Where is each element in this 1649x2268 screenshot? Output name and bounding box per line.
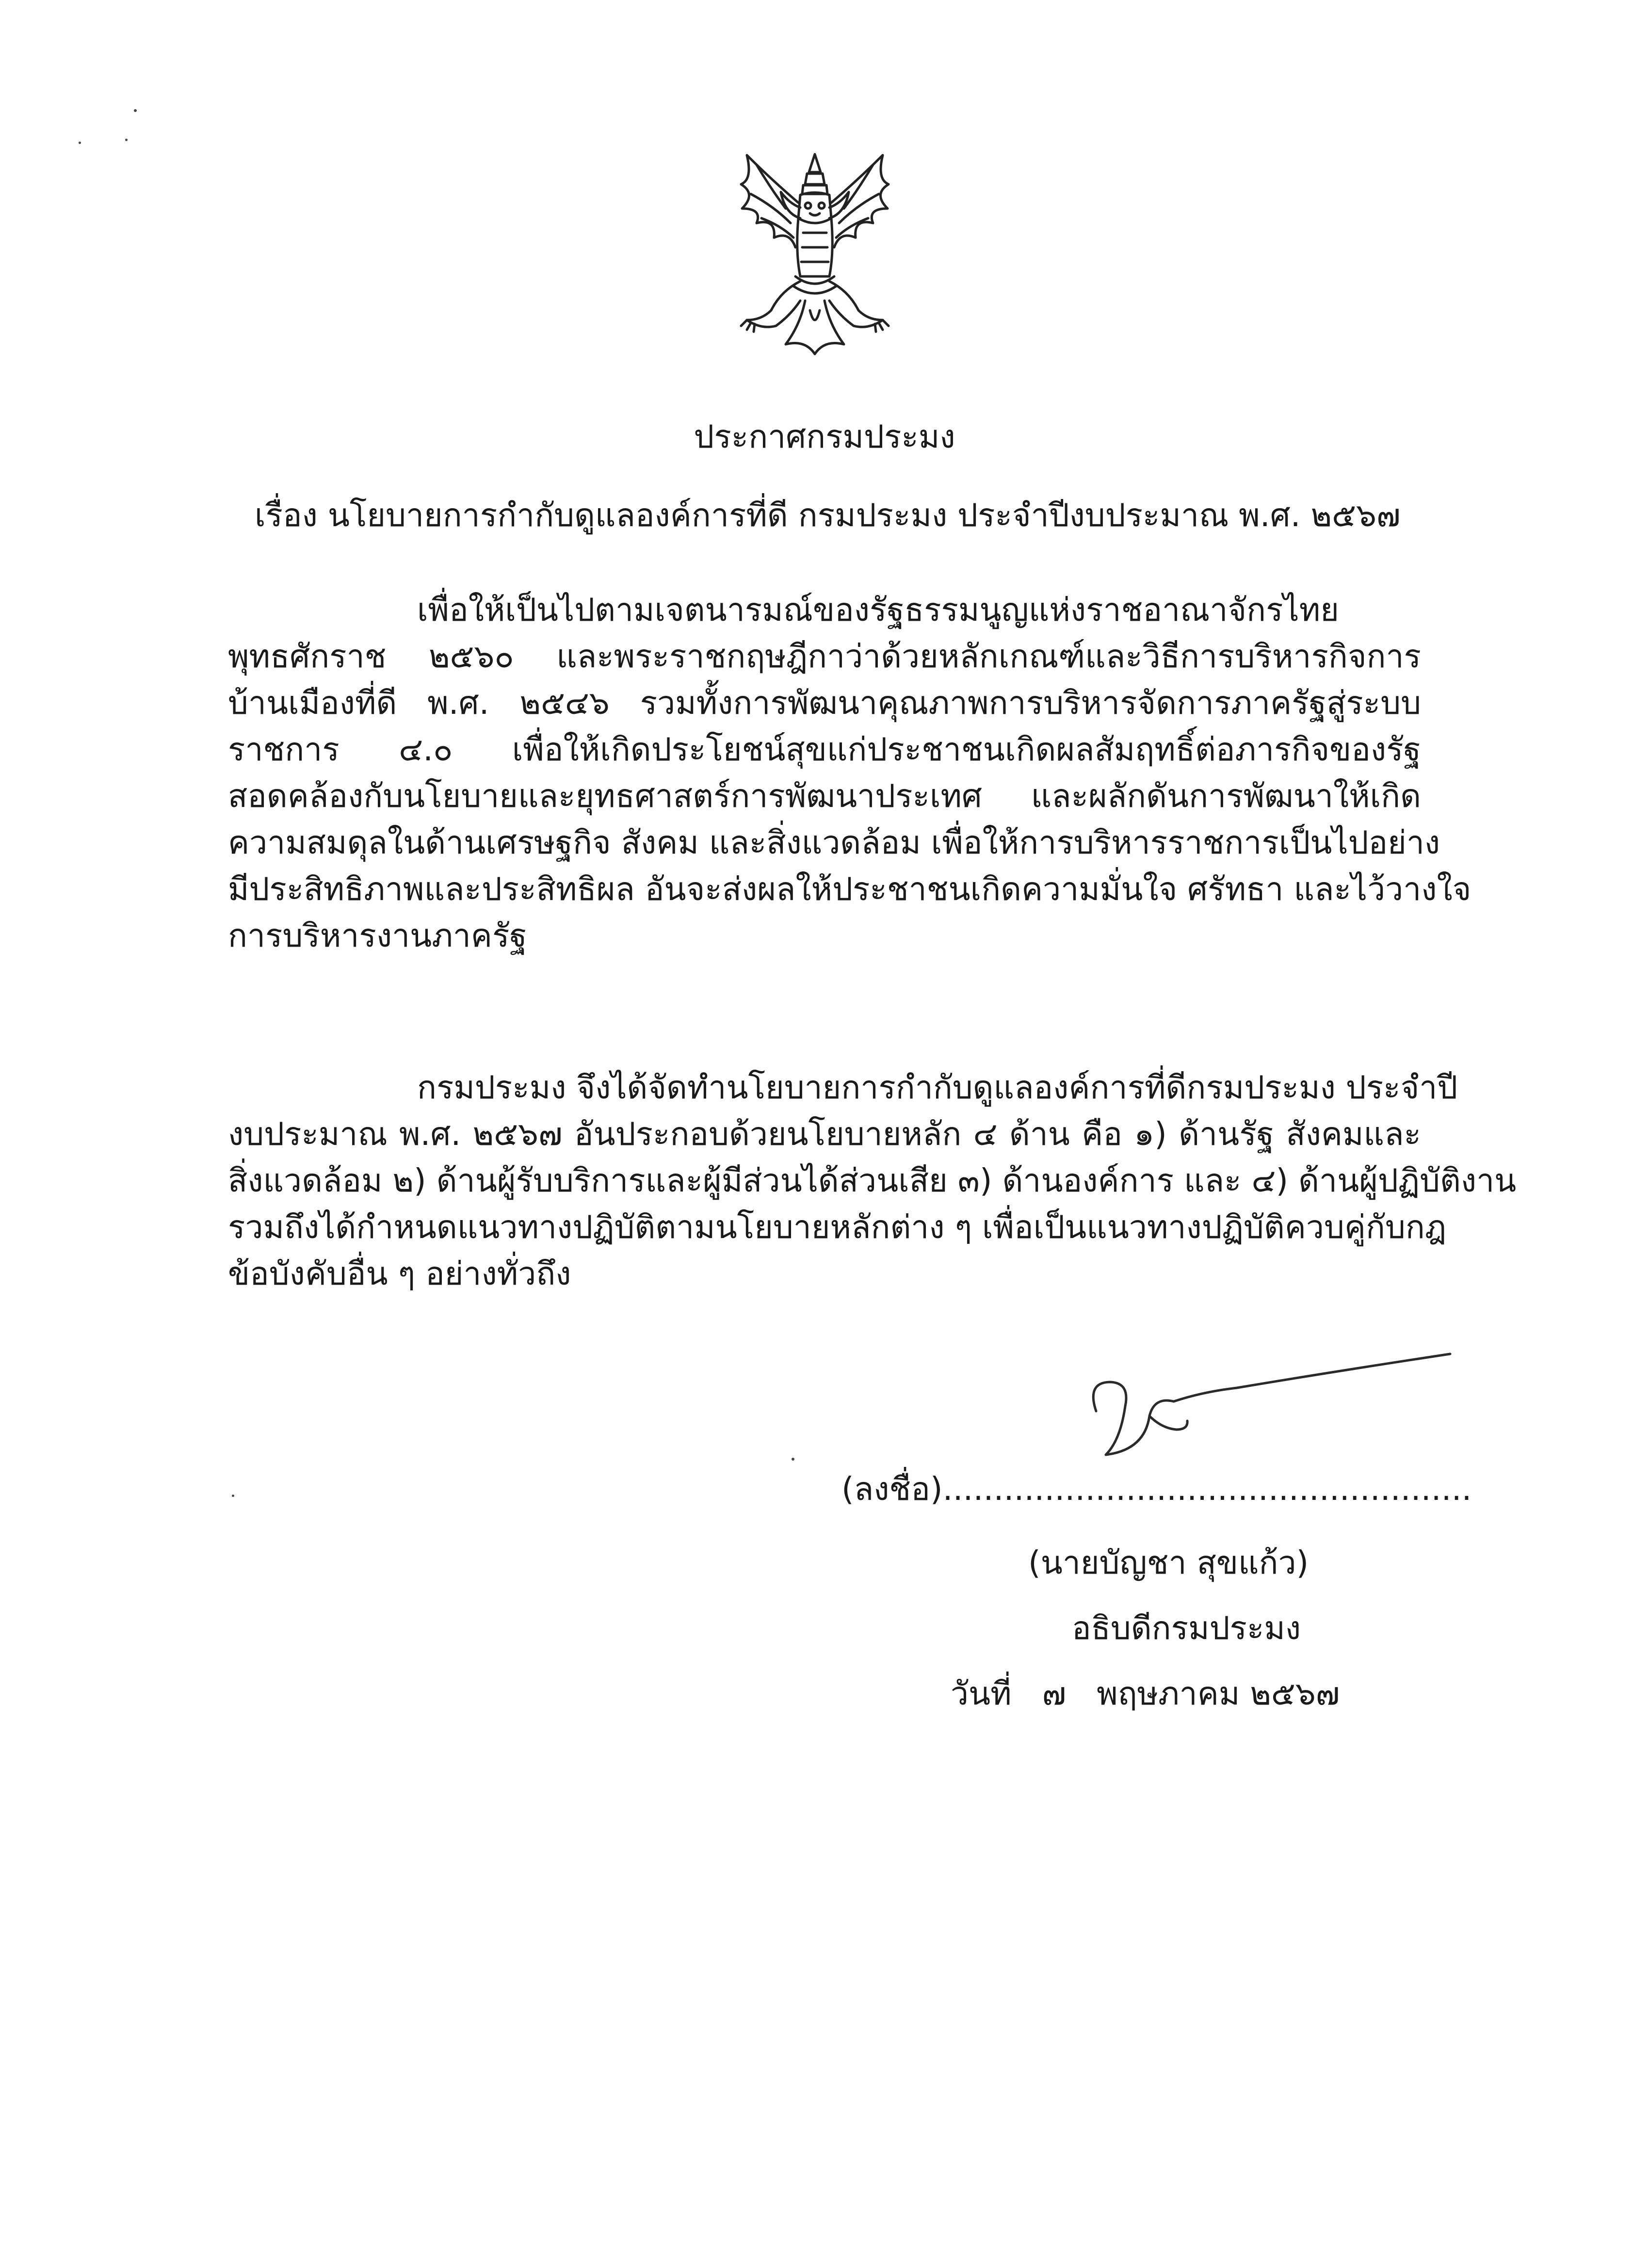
paragraph-line: มีประสิทธิภาพและประสิทธิผล อันจะส่งผลให้ประชาชนเกิดความมั่นใจ ศรัทธา และไว้วางใจ <box>228 870 1471 908</box>
document-title: ประกาศกรมประมง <box>694 418 955 455</box>
scan-speck <box>792 1458 794 1461</box>
handwritten-signature <box>1077 1343 1455 1479</box>
garuda-emblem-icon <box>728 145 902 359</box>
paragraph-line: บ้านเมืองที่ดี พ.ศ. ๒๕๔๖ รวมทั้งการพัฒนาคุณภาพการบริหารจัดการภาครัฐสู่ระบบ <box>228 684 1421 722</box>
document-subject: เรื่อง นโยบายการกำกับดูแลองค์การที่ดี กรมประมง ประจำปีงบประมาณ พ.ศ. ๒๕๖๗ <box>255 497 1401 534</box>
signature-label: (ลงชื่อ).................................................... <box>841 1470 1472 1508</box>
paragraph-line: เพื่อให้เป็นไปตามเจตนารมณ์ของรัฐธรรมนูญแห่งราชอาณาจักรไทย <box>417 591 1339 628</box>
signer-position: อธิบดีกรมประมง <box>1072 1609 1301 1647</box>
paragraph-line: ความสมดุลในด้านเศรษฐกิจ สังคม และสิ่งแวดล้อม เพื่อให้การบริหารราชการเป็นไปอย่าง <box>228 824 1440 861</box>
body-paragraph-1 <box>228 587 1471 959</box>
paragraph-line: ราชการ ๔.๐ เพื่อให้เกิดประโยชน์สุขแก่ประชาชนเกิดผลสัมฤทธิ์ต่อภารกิจของรัฐ <box>228 731 1421 768</box>
scan-speck <box>134 109 137 112</box>
body-paragraph-2 <box>228 1064 1517 1297</box>
scan-speck <box>79 142 81 144</box>
paragraph-line: กรมประมง จึงได้จัดทำนโยบายการกำกับดูแลองค์การที่ดีกรมประมง ประจำปี <box>417 1069 1458 1106</box>
document-date: วันที่ ๗ พฤษภาคม ๒๕๖๗ <box>951 1675 1340 1712</box>
paragraph-line: สิ่งแวดล้อม ๒) ด้านผู้รับบริการและผู้มีส่วนได้ส่วนเสีย ๓) ด้านองค์การ และ ๔) ด้านผู้ปฏิบัติงาน <box>228 1162 1517 1199</box>
paragraph-line: ข้อบังคับอื่น ๆ อย่างทั่วถึง <box>228 1255 571 1292</box>
scan-speck <box>125 139 128 141</box>
paragraph-line: งบประมาณ พ.ศ. ๒๕๖๗ อันประกอบด้วยนโยบายหลัก ๔ ด้าน คือ ๑) ด้านรัฐ สังคมและ <box>228 1115 1421 1153</box>
paragraph-line: สอดคล้องกับนโยบายและยุทธศาสตร์การพัฒนาประเทศ และผลักดันการพัฒนาให้เกิด <box>228 777 1421 815</box>
paragraph-line: รวมถึงได้กำหนดแนวทางปฏิบัติตามนโยบายหลักต่าง ๆ เพื่อเป็นแนวทางปฏิบัติควบคู่กับกฎ <box>228 1208 1447 1246</box>
scan-speck <box>232 1495 234 1497</box>
paragraph-line: การบริหารงานภาครัฐ <box>228 917 527 954</box>
paragraph-line: พุทธศักราช ๒๕๖๐ และพระราชกฤษฎีกาว่าด้วยหลักเกณฑ์และวิธีการบริหารกิจการ <box>228 638 1421 675</box>
signer-name: (นายบัญชา สุขแก้ว) <box>1028 1544 1309 1581</box>
